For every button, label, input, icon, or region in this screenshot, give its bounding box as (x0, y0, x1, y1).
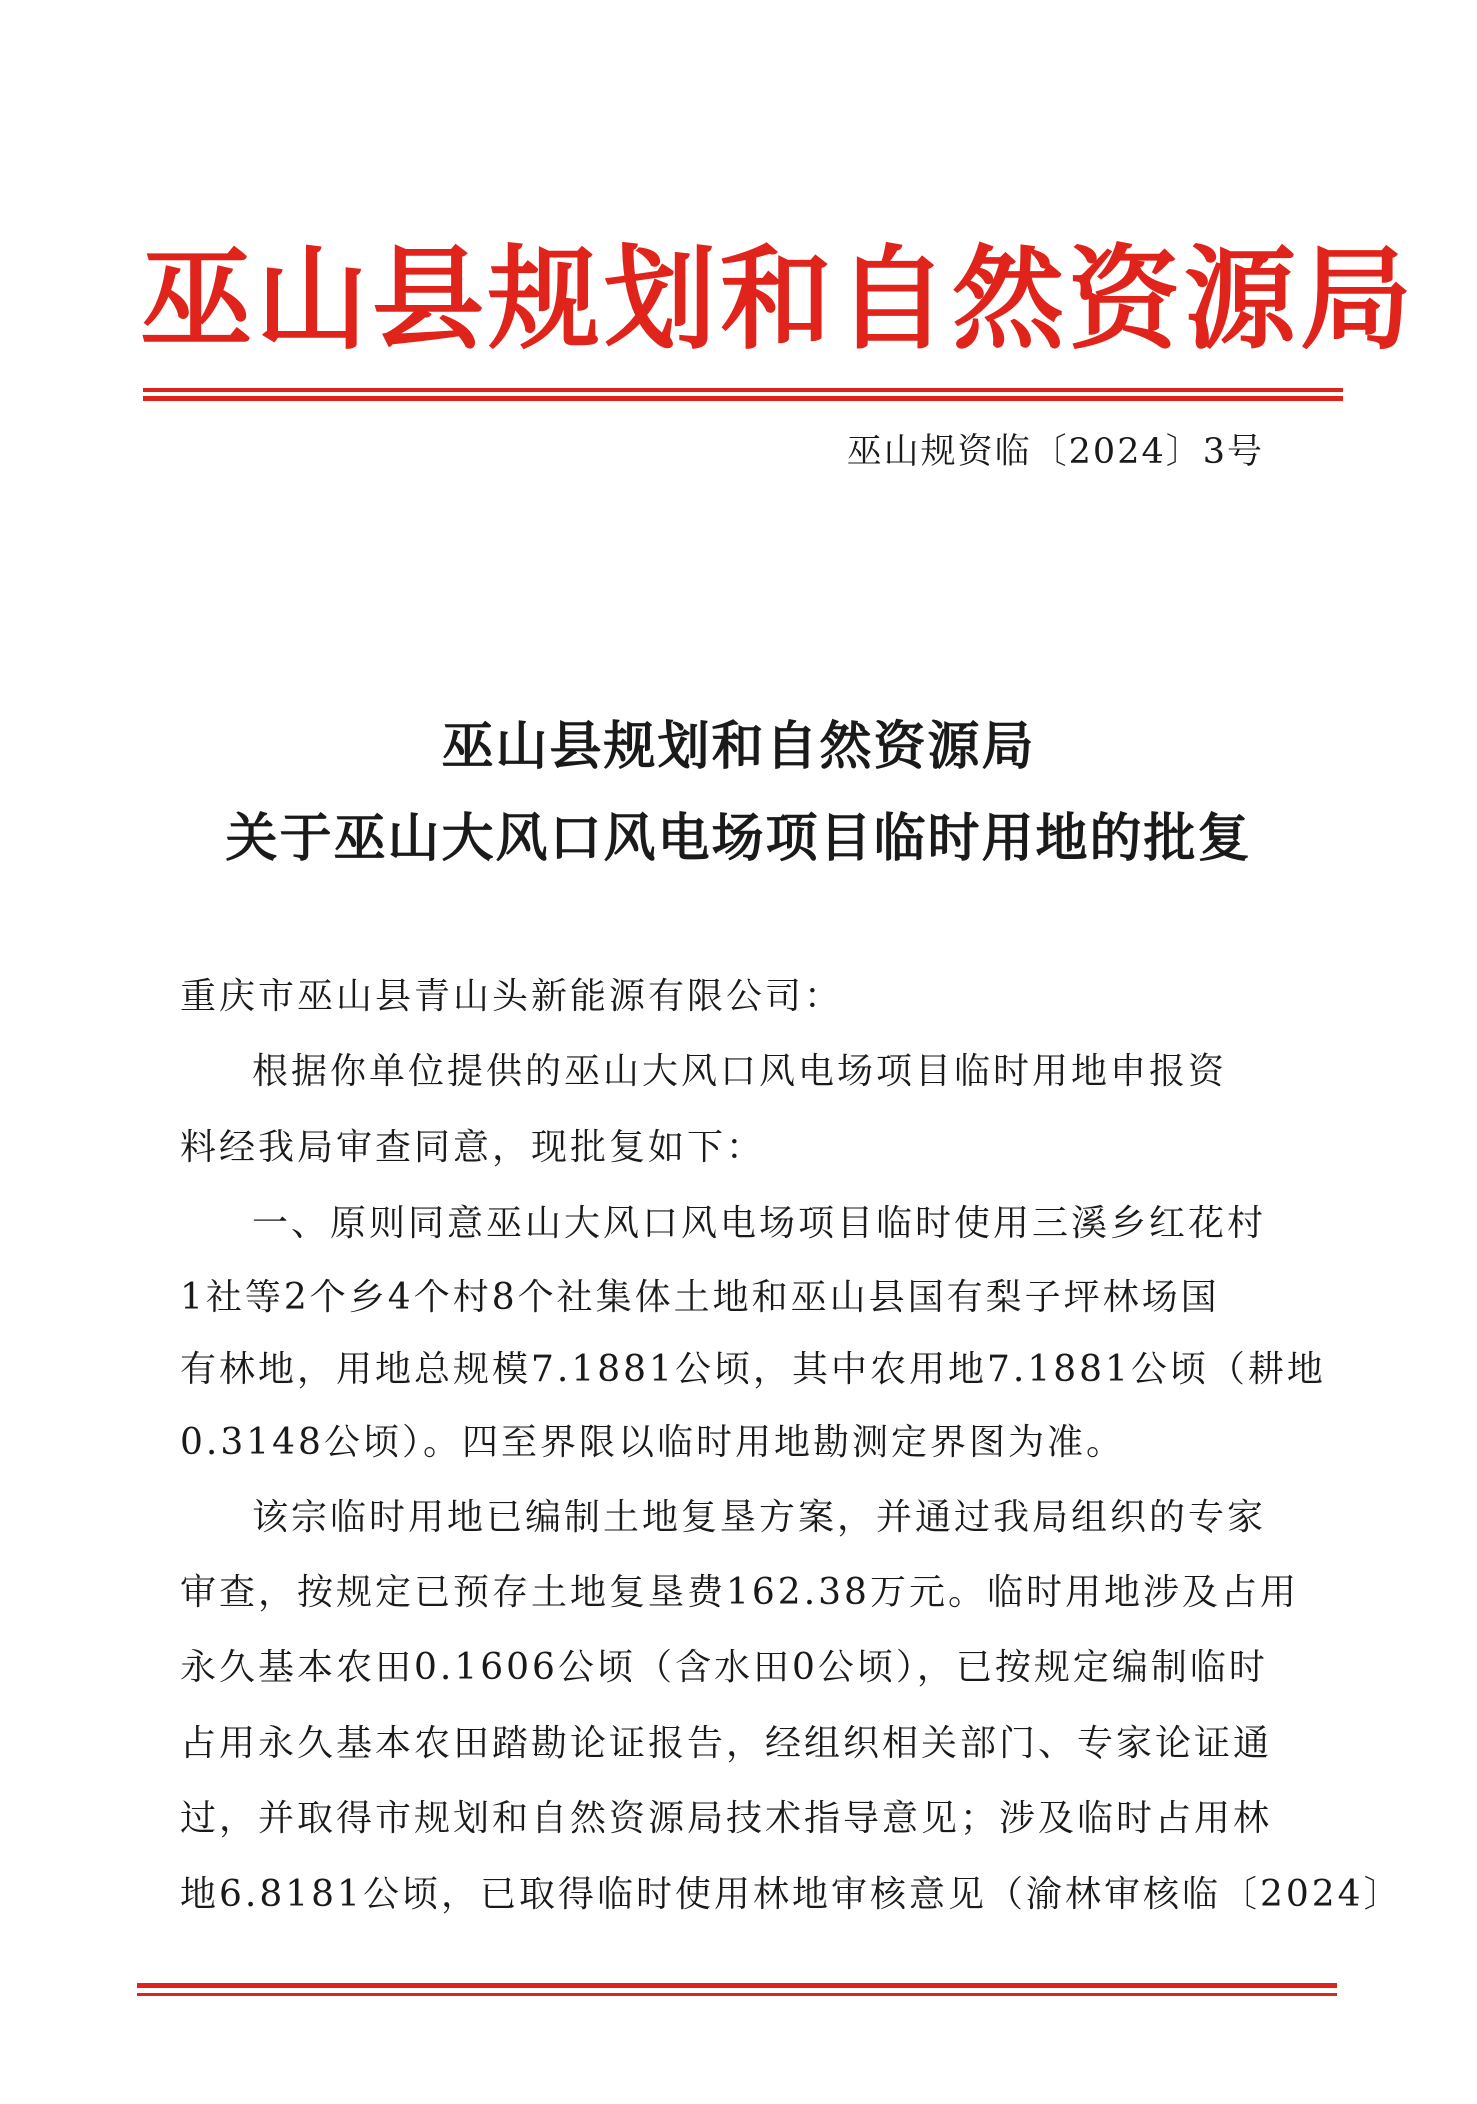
footer-rule-thin (137, 1993, 1337, 1996)
addressee: 重庆市巫山县青山头新能源有限公司： (180, 976, 844, 1017)
footer-rule-thick (137, 1983, 1337, 1988)
body-line: 审查，按规定已预存土地复垦费162.38万元。临时用地涉及占用 (180, 1572, 1299, 1613)
body-line: 占用永久基本农田踏勘论证报告，经组织相关部门、专家论证通 (180, 1723, 1273, 1764)
letterhead-org-name: 巫山县规划和自然资源局 (140, 234, 1416, 365)
letterhead-top-rule-thick (143, 396, 1343, 401)
body-line: 永久基本农田0.1606公顷（含水田0公顷），已按规定编制临时 (180, 1647, 1268, 1688)
document-number: 巫山规资临〔2024〕3号 (846, 432, 1264, 472)
body-line: 地6.8181公顷，已取得临时使用林地审核意见（渝林审核临〔2024〕 (180, 1874, 1403, 1915)
body-line: 1社等2个乡4个村8个社集体土地和巫山县国有梨子坪林场国 (180, 1277, 1220, 1318)
body-line: 该宗临时用地已编制土地复垦方案，并通过我局组织的专家 (252, 1497, 1267, 1538)
body-line: 有林地，用地总规模7.1881公顷，其中农用地7.1881公顷（耕地 (180, 1349, 1326, 1390)
body-line: 过，并取得市规划和自然资源局技术指导意见；涉及临时占用林 (180, 1798, 1273, 1839)
body-line: 0.3148公顷）。四至界限以临时用地勘测定界图为准。 (180, 1422, 1125, 1463)
body-line: 一、原则同意巫山大风口风电场项目临时使用三溪乡红花村 (252, 1203, 1267, 1244)
letterhead-top-rule-thin (143, 388, 1343, 392)
document-title-line-1: 巫山县规划和自然资源局 (441, 716, 1036, 777)
body-line: 根据你单位提供的巫山大风口风电场项目临时用地申报资 (252, 1051, 1228, 1092)
document-title-line-2: 关于巫山大风口风电场项目临时用地的批复 (225, 808, 1252, 869)
body-line: 料经我局审查同意，现批复如下： (180, 1127, 766, 1168)
